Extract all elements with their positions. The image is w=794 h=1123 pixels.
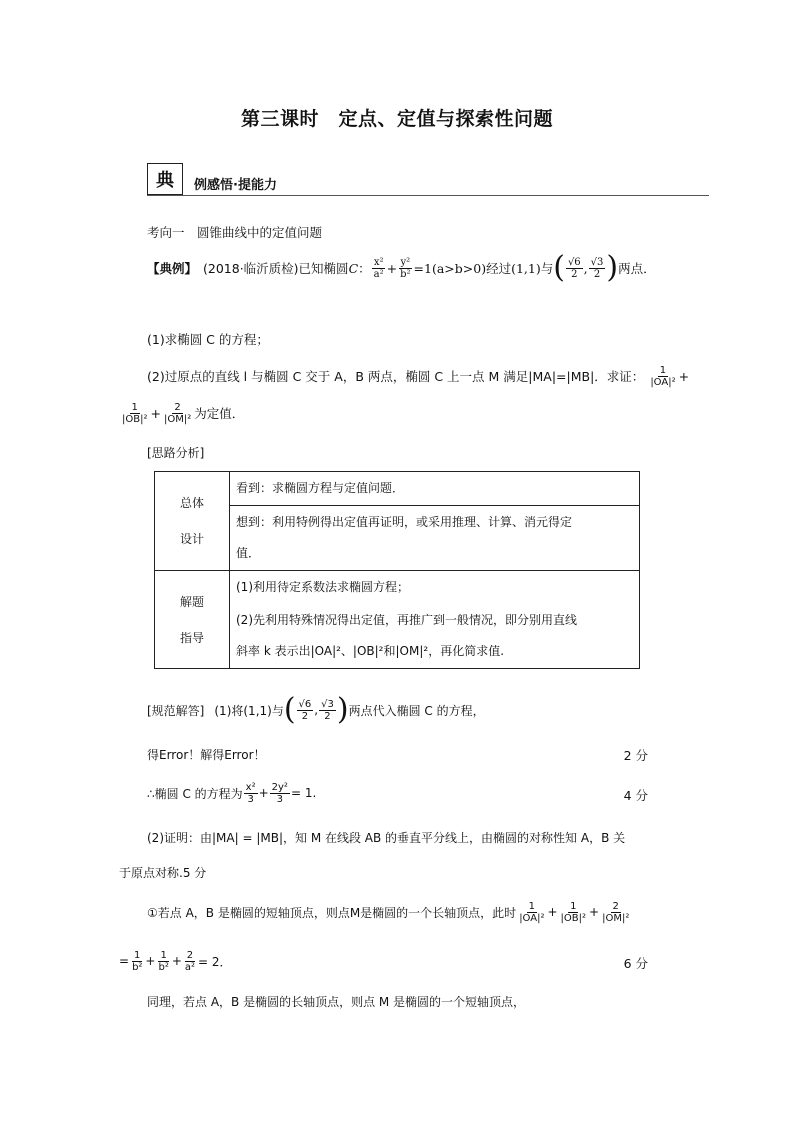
section-heading: 考向一 圆锥曲线中的定值问题 xyxy=(147,225,323,240)
fraction-sqrt6-2: $\frac{√6}{2}$ xyxy=(567,256,581,280)
part-1: (1)求椭圆 C 的方程； xyxy=(147,332,269,347)
example-statement: 【典例】 (2018·临沂质检)已知椭圆 C ： $\frac{\text{x²}}{\text{a²}}$ + $\frac{\text{y²}}{\text{b²}}$ =1(a>b>0)经过(1,1)与 ( $\frac{√6}{2}$ , $\frac{√3}{2}$ ) 两点． xyxy=(147,250,656,285)
fraction-1-oa2-sol: $\frac{1}{\text{|OA|²}}$ xyxy=(519,900,545,924)
banner-text: 例感悟·提能力 xyxy=(194,178,277,193)
fraction-1-ob2-sol: $\frac{1}{\text{|OB|²}}$ xyxy=(560,900,587,924)
fraction-2y2-3: $\frac{\text{2y²}}{3}$ xyxy=(271,781,288,805)
curve-name: C xyxy=(348,260,359,276)
row2-header: 解题 指导 xyxy=(155,571,230,669)
analysis-table xyxy=(154,471,640,669)
case-1-line-2: = $\frac{1}{\text{b²}}$ + $\frac{1}{\text{b²}}$ + $\frac{2}{\text{a²}}$ = 2． xyxy=(119,949,232,973)
part-2-line-2: $\frac{1}{\text{|OB|²}}$ + $\frac{2}{\text{|OM|²}}$ 为定值． xyxy=(122,401,245,425)
row2-guide: (1)利用待定系数法求椭圆方程； (2)先利用特殊情况得出定值，再推广到一般情况，即分别用直线 斜率 k 表示出|OA|²、|OB|²和|OM|²，再化简求值. xyxy=(230,571,640,669)
fraction-1-ob2: $\frac{1}{\text{|OB|²}}$ xyxy=(122,401,148,425)
fraction-sqrt3-2-sol: $\frac{√3}{2}$ xyxy=(321,698,334,722)
page-title: 第三课时 定点、定值与探索性问题 xyxy=(240,108,553,130)
score-6: 6 分 xyxy=(623,956,648,971)
example-source: (2018·临沂质检)已知椭圆 xyxy=(203,261,349,276)
fraction-1-b2-a: $\frac{1}{\text{b²}}$ xyxy=(132,949,143,973)
ellipse-equation: ∴椭圆 C 的方程为 $\frac{\text{x²}}{3}$ + $\frac{\text{2y²}}{3}$ = 1. xyxy=(147,781,317,805)
score-2: 2 分 xyxy=(623,748,648,763)
example-end: 两点． xyxy=(618,261,656,276)
fraction-sqrt6-2-sol: $\frac{√6}{2}$ xyxy=(298,698,312,722)
solution-step-1: [规范解答] (1)将(1,1)与 ( $\frac{√6}{2}$ , $\frac{√3}{2}$ ) 两点代入椭圆 C 的方程， xyxy=(147,692,485,727)
example-tag: 【典例】 xyxy=(147,261,198,276)
equation-tail: =1(a>b>0)经过(1,1)与 xyxy=(413,261,554,276)
analysis-label: [思路分析] xyxy=(147,446,205,460)
fraction-sqrt3-2: $\frac{√3}{2}$ xyxy=(590,256,604,280)
colon: ： xyxy=(358,261,371,276)
case-1-line-1: ①若点 A，B 是椭圆的短轴顶点，则点M是椭圆的一个长轴顶点，此时 $\frac{1}{\text{|OA|²}}$ + $\frac{1}{\text{|OB|²}}$ + $\frac{2}{\text{|OM|²}}$ xyxy=(147,900,630,924)
fraction-2-a2: $\frac{2}{\text{a²}}$ xyxy=(184,949,196,973)
score-4: 4 分 xyxy=(623,788,648,803)
row1-header: 总体 设计 xyxy=(155,472,230,571)
fraction-x2-3: $\frac{\text{x²}}{3}$ xyxy=(245,781,256,805)
row1-think: 想到：利用特例得出定值再证明，或采用推理、计算、消元得定 值． xyxy=(230,506,640,571)
proof-line-1: (2)证明：由|MA| = |MB|，知 M 在线段 AB 的垂直平分线上，由椭圆的对称性知 A，B 关 xyxy=(147,831,626,845)
proof-line-2: 于原点对称.5 分 xyxy=(119,866,207,880)
part-2-line-1: (2)过原点的直线 l 与椭圆 C 交于 A，B 两点，椭圆 C 上一点 M 满足|MA|=|MB|．求证： $\frac{1}{\text{|OA|²}}$ + xyxy=(147,364,690,388)
case-2-line: 同理，若点 A，B 是椭圆的长轴顶点，则点 M 是椭圆的一个短轴顶点， xyxy=(147,995,526,1009)
fraction-y2-b2: $\frac{\text{y²}}{\text{b²}}$ xyxy=(400,256,411,280)
fraction-x2-a2: $\frac{\text{x²}}{\text{a²}}$ xyxy=(373,256,384,280)
banner-divider xyxy=(147,195,709,196)
fraction-2-om2: $\frac{2}{\text{|OM|²}}$ xyxy=(163,401,192,425)
banner-icon: 典 xyxy=(147,163,183,195)
row1-see: 看到：求椭圆方程与定值问题． xyxy=(230,472,640,506)
fraction-1-oa2: $\frac{1}{\text{|OA|²}}$ xyxy=(650,364,676,388)
fraction-2-om2-sol: $\frac{2}{\text{|OM|²}}$ xyxy=(602,900,630,924)
fraction-1-b2-b: $\frac{1}{\text{b²}}$ xyxy=(158,949,169,973)
error-line: 得Error！解得Error！ xyxy=(147,748,266,762)
